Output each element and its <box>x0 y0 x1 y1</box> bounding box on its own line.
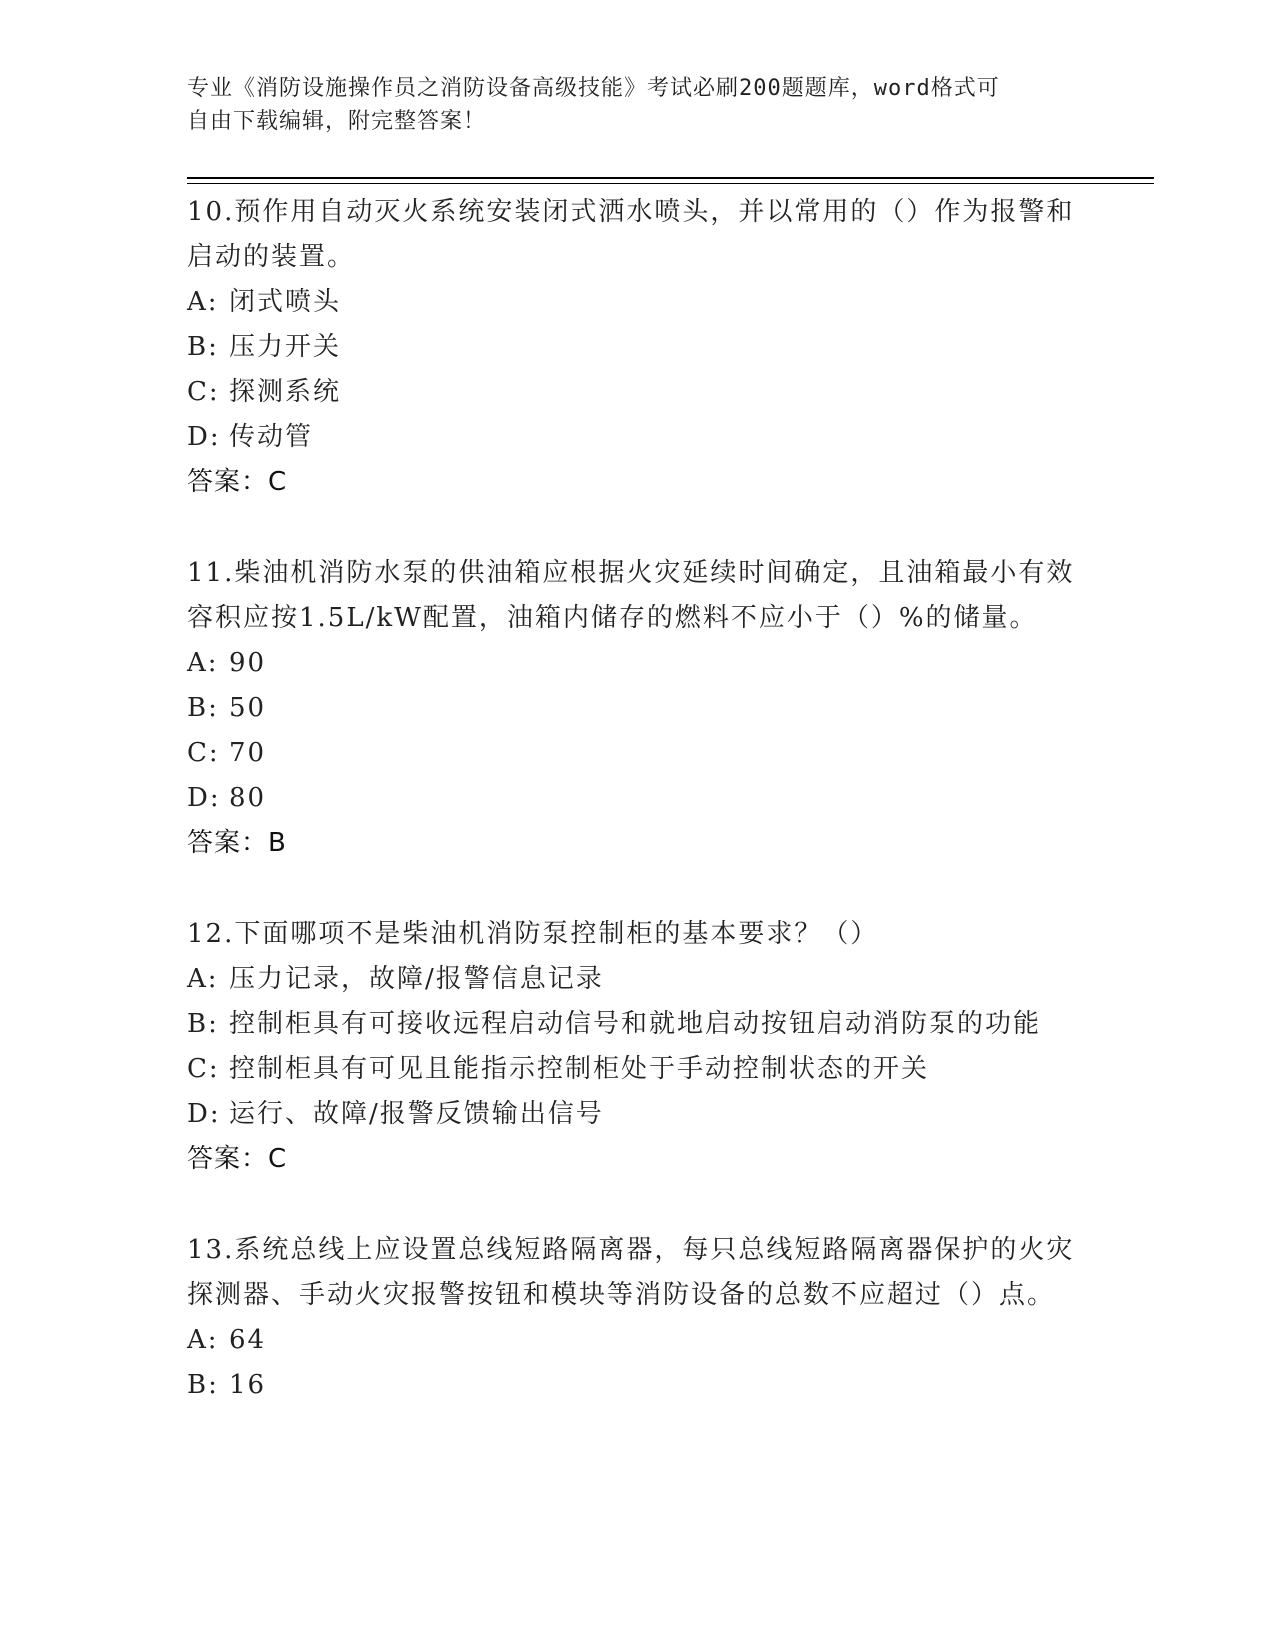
option-key: B: <box>187 693 219 723</box>
question-13 <box>187 1228 1077 1408</box>
option-d <box>187 776 1077 821</box>
option-text: 压力记录，故障/报警信息记录 <box>229 964 604 994</box>
document-header <box>187 72 1067 138</box>
header-line-2: 自由下载编辑，附完整答案！ <box>187 109 487 134</box>
option-d <box>187 1092 1077 1137</box>
question-stem: 13.系统总线上应设置总线短路隔离器，每只总线短路隔离器保护的火灾探测器、手动火灾报警按钮和模块等消防设备的总数不应超过（）点。 <box>187 1235 1075 1310</box>
option-text: 传动管 <box>229 422 314 452</box>
option-key: C: <box>187 377 220 407</box>
option-key: A: <box>187 964 219 994</box>
option-key: C: <box>187 738 220 768</box>
option-a <box>187 957 1077 1002</box>
option-text: 闭式喷头 <box>229 287 342 317</box>
header-line-1: 专业《消防设施操作员之消防设备高级技能》考试必刷200题题库，word格式可 <box>187 76 1000 101</box>
option-b <box>187 686 1077 731</box>
option-b <box>187 1002 1077 1047</box>
question-list <box>187 190 1077 1454</box>
option-c <box>187 731 1077 776</box>
option-text: 运行、故障/报警反馈输出信号 <box>229 1099 604 1129</box>
option-text: 50 <box>229 693 267 723</box>
option-text: 压力开关 <box>229 332 342 362</box>
question-stem: 12.下面哪项不是柴油机消防泵控制柜的基本要求？（） <box>187 919 879 949</box>
option-text: 探测系统 <box>229 377 342 407</box>
question-12 <box>187 912 1077 1182</box>
answer-line: 答案：C <box>187 1144 288 1174</box>
option-key: D: <box>187 783 221 813</box>
option-text: 控制柜具有可接收远程启动信号和就地启动按钮启动消防泵的功能 <box>229 1009 1042 1039</box>
option-a <box>187 280 1077 325</box>
option-key: B: <box>187 1370 219 1400</box>
option-b <box>187 325 1077 370</box>
option-key: A: <box>187 648 219 678</box>
option-key: C: <box>187 1054 220 1084</box>
option-key: A: <box>187 1325 219 1355</box>
option-c <box>187 1047 1077 1092</box>
header-rule-thick <box>187 177 1154 179</box>
option-key: D: <box>187 422 221 452</box>
option-key: B: <box>187 332 219 362</box>
option-key: B: <box>187 1009 219 1039</box>
answer-line: 答案：B <box>187 828 287 858</box>
answer-line: 答案：C <box>187 467 288 497</box>
option-text: 64 <box>229 1325 267 1355</box>
question-11 <box>187 551 1077 866</box>
header-rule-thin <box>187 183 1154 184</box>
question-stem: 11.柴油机消防水泵的供油箱应根据火灾延续时间确定，且油箱最小有效容积应按1.5L/kW配置，油箱内储存的燃料不应小于（）%的储量。 <box>187 558 1075 633</box>
option-c <box>187 370 1077 415</box>
option-a <box>187 641 1077 686</box>
option-text: 控制柜具有可见且能指示控制柜处于手动控制状态的开关 <box>229 1054 930 1084</box>
question-10 <box>187 190 1077 505</box>
option-a <box>187 1318 1077 1363</box>
question-stem: 10.预作用自动灭火系统安装闭式洒水喷头，并以常用的（）作为报警和启动的装置。 <box>187 197 1075 272</box>
option-key: A: <box>187 287 219 317</box>
option-text: 16 <box>229 1370 267 1400</box>
option-text: 80 <box>229 783 267 813</box>
option-b <box>187 1363 1077 1408</box>
option-text: 70 <box>229 738 267 768</box>
option-key: D: <box>187 1099 221 1129</box>
option-d <box>187 415 1077 460</box>
option-text: 90 <box>229 648 267 678</box>
